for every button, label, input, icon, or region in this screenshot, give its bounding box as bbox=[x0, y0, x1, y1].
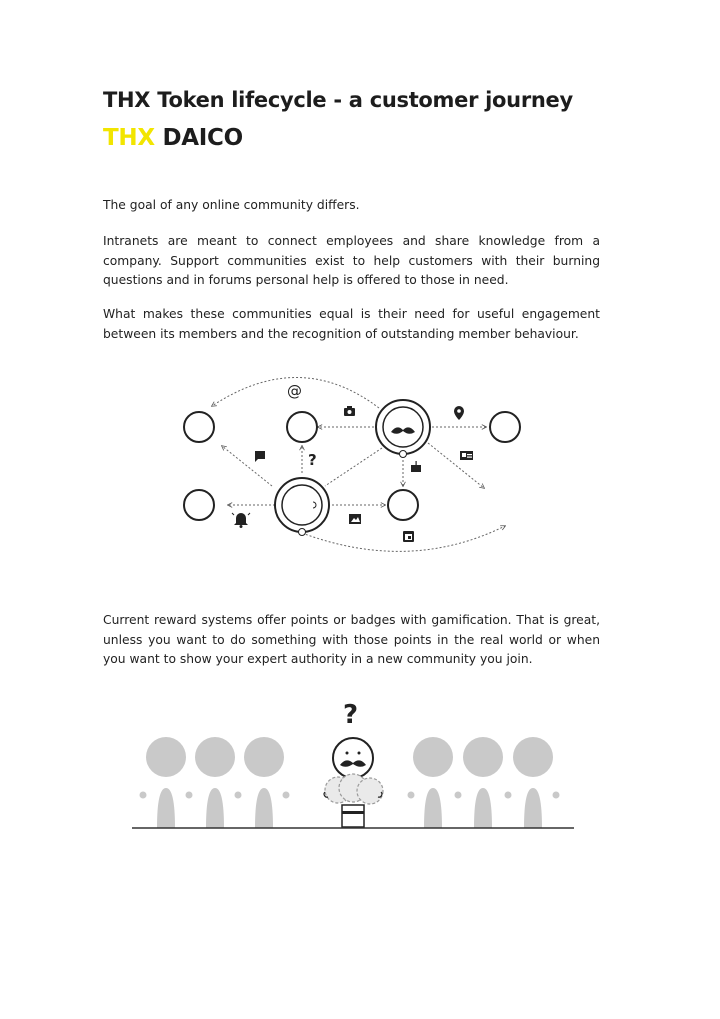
paragraph-intranets: Intranets are meant to connect employees and share knowledge from a company. Support communities exist to help customers with their burning questions and in forums personal help is offered to those in need. bbox=[103, 234, 600, 287]
contact-card-icon bbox=[460, 451, 473, 460]
cake-icon bbox=[411, 461, 421, 472]
badge-coins bbox=[325, 774, 383, 804]
location-pin-icon bbox=[454, 406, 464, 420]
brand-accent: THX bbox=[103, 125, 155, 151]
at-icon: @ bbox=[287, 382, 302, 400]
crowd-illustration bbox=[126, 695, 578, 835]
bell-icon bbox=[232, 513, 250, 528]
question-mark-icon: ? bbox=[343, 700, 359, 730]
grey-people-group-right bbox=[408, 737, 560, 828]
brand-name: DAICO bbox=[162, 125, 243, 151]
paragraph-equal: What makes these communities equal is their need for useful engagement between its members and the recognition of outstanding member behaviour. bbox=[103, 307, 600, 341]
community-network-diagram bbox=[170, 368, 540, 558]
paragraph-rewards: Current reward systems offer points or badges with gamification. That is great, unless you want to do something with those points in the real world or when you want to show your expert authority in a new community you join. bbox=[103, 613, 600, 666]
image-icon bbox=[349, 514, 361, 524]
page-title: THX Token lifecycle - a customer journey bbox=[103, 88, 573, 112]
calendar-icon bbox=[403, 531, 414, 542]
brand-heading bbox=[103, 125, 243, 151]
paragraph-goal: The goal of any online community differs. bbox=[103, 198, 360, 212]
camera-icon bbox=[344, 406, 355, 416]
mustache-person bbox=[324, 738, 383, 827]
chat-bubble-icon bbox=[255, 451, 265, 462]
grey-people-group-left bbox=[140, 737, 290, 828]
question-icon: ? bbox=[308, 451, 317, 469]
